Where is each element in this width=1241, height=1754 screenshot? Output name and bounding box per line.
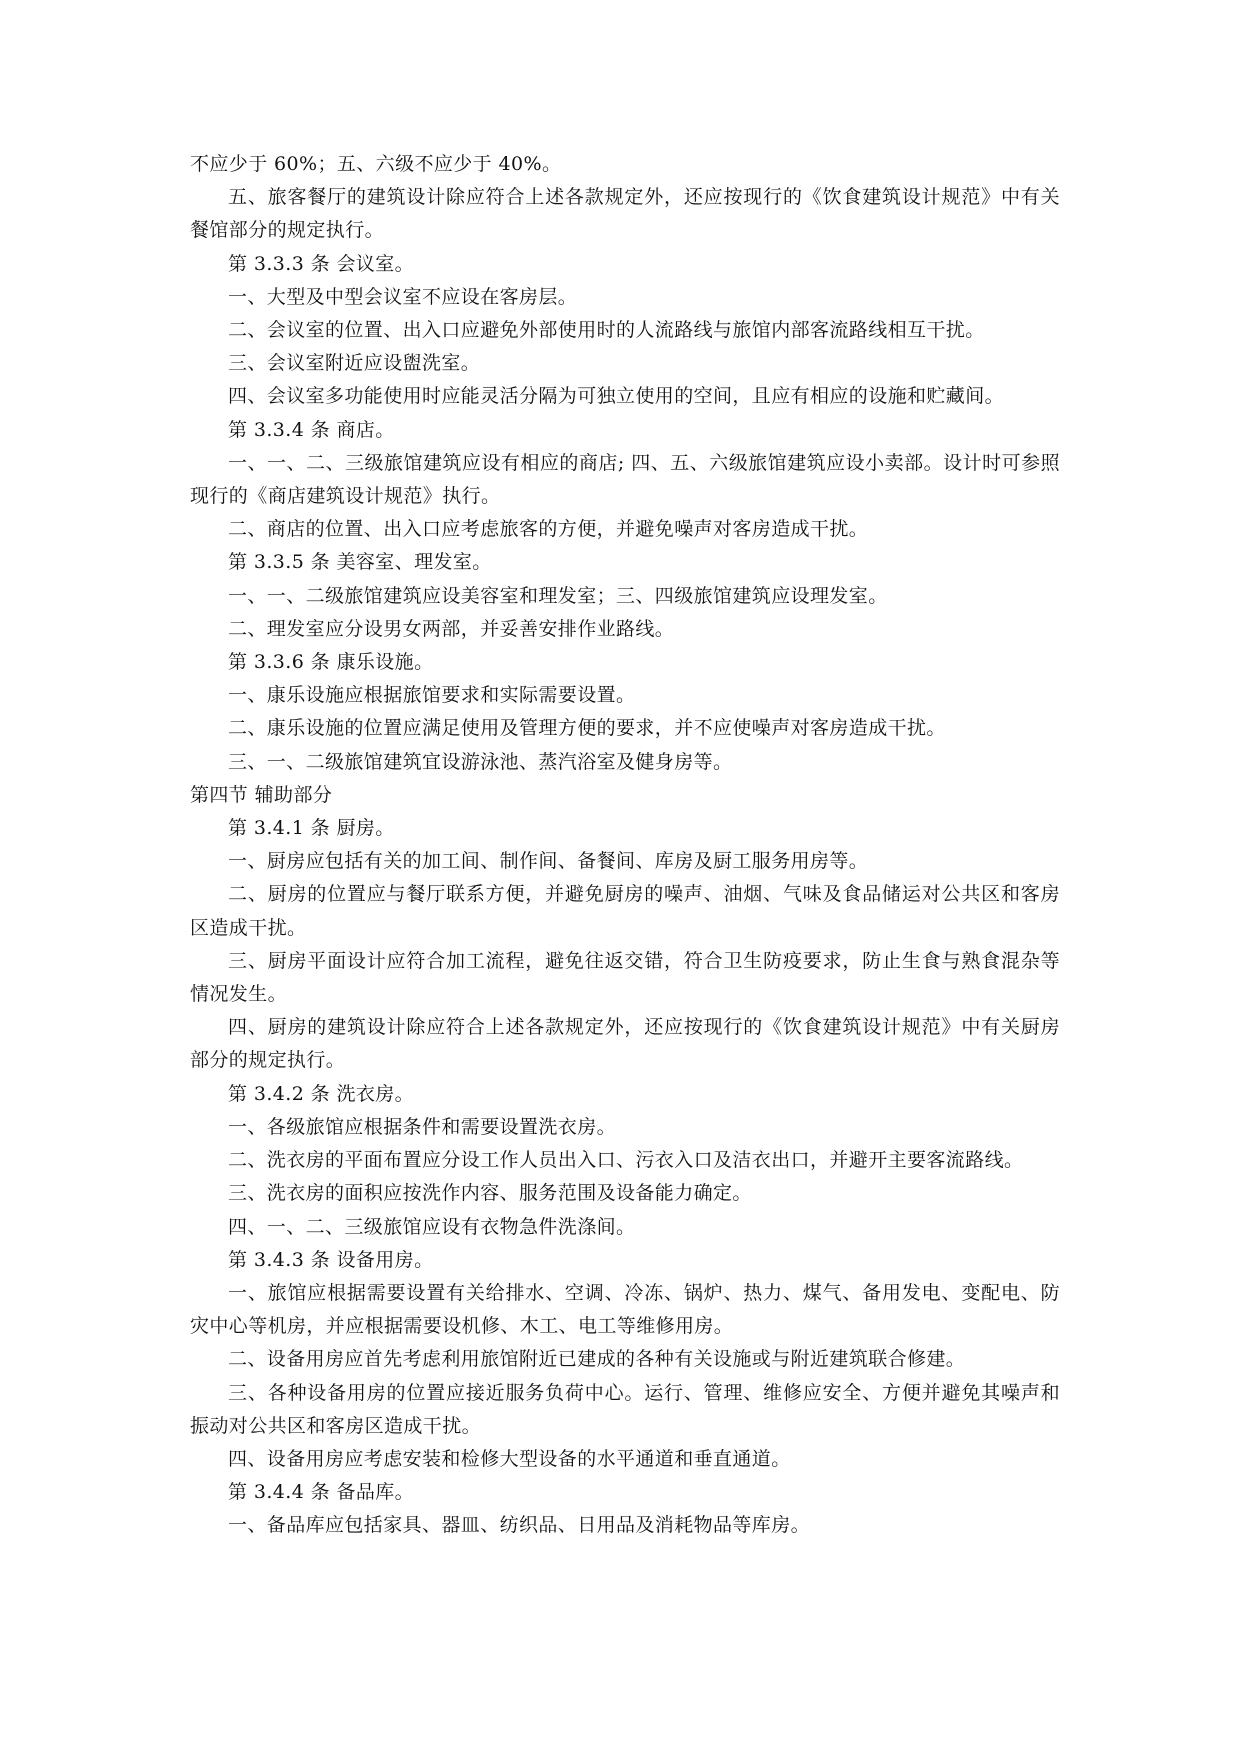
paragraph: 三、厨房平面设计应符合加工流程，避免往返交错，符合卫生防疫要求，防止生食与熟食混杂等情况发生。 [190, 949, 1060, 1006]
paragraph: 二、会议室的位置、出入口应避免外部使用时的人流路线与旅馆内部客流路线相互干扰。 [228, 319, 985, 342]
paragraph: 一、康乐设施应根据旅馆要求和实际需要设置。 [228, 684, 636, 707]
paragraph: 三、洗衣房的面积应按洗作内容、服务范围及设备能力确定。 [228, 1182, 752, 1205]
paragraph: 二、理发室应分设男女两部，并妥善安排作业路线。 [228, 617, 675, 640]
paragraph: 第 3.3.6 条 康乐设施。 [228, 651, 434, 674]
paragraph: 二、设备用房应首先考虑利用旅馆附近已建成的各种有关设施或与附近建筑联合修建。 [228, 1348, 966, 1371]
paragraph: 四、厨房的建筑设计除应符合上述各款规定外，还应按现行的《饮食建筑设计规范》中有关厨房部分的规定执行。 [190, 1016, 1060, 1072]
paragraph: 二、商店的位置、出入口应考虑旅客的方便，并避免噪声对客房造成干扰。 [228, 518, 869, 541]
paragraph: 一、各级旅馆应根据条件和需要设置洗衣房。 [228, 1115, 617, 1138]
paragraph: 二、厨房的位置应与餐厅联系方便，并避免厨房的噪声、油烟、气味及食品储运对公共区和客房区造成干扰。 [190, 883, 1060, 939]
paragraph: 第 3.3.5 条 美容室、理发室。 [228, 551, 492, 574]
paragraph: 第 3.4.1 条 厨房。 [228, 817, 395, 840]
paragraph: 三、一、二级旅馆建筑宜设游泳池、蒸汽浴室及健身房等。 [228, 750, 733, 773]
paragraph: 一、旅馆应根据需要设置有关给排水、空调、冷冻、锅炉、热力、煤气、备用发电、变配电、防灾中心等机房，并应根据需要设机修、木工、电工等维修用房。 [190, 1281, 1060, 1338]
paragraph-unindented: 不应少于 60%；五、六级不应少于 40%。 [190, 153, 562, 175]
paragraph: 一、一、二级旅馆建筑应设美容室和理发室；三、四级旅馆建筑应设理发室。 [228, 584, 888, 607]
paragraph: 四、一、二、三级旅馆应设有衣物急件洗涤间。 [228, 1215, 636, 1238]
paragraph: 二、康乐设施的位置应满足使用及管理方便的要求，并不应使噪声对客房造成干扰。 [228, 717, 946, 740]
paragraph: 四、会议室多功能使用时应能灵活分隔为可独立使用的空间，且应有相应的设施和贮藏间。 [228, 385, 1005, 408]
paragraph: 三、各种设备用房的位置应接近服务负荷中心。运行、管理、维修应安全、方便并避免其噪声和振动对公共区和客房区造成干扰。 [190, 1381, 1060, 1437]
paragraph: 一、一、二、三级旅馆建筑应设有相应的商店; 四、五、六级旅馆建筑应设小卖部。设计时可参照现行的《商店建筑设计规范》执行。 [190, 451, 1060, 508]
paragraph: 第 3.4.3 条 设备用房。 [228, 1248, 434, 1271]
paragraph: 第 3.4.2 条 洗衣房。 [228, 1082, 415, 1105]
paragraph: 一、厨房应包括有关的加工间、制作间、备餐间、库房及厨工服务用房等。 [228, 850, 869, 873]
document-body [190, 148, 1060, 1543]
paragraph: 一、备品库应包括家具、器皿、纺织品、日用品及消耗物品等库房。 [228, 1514, 811, 1537]
paragraph: 第 3.3.4 条 商店。 [228, 418, 395, 441]
paragraph: 第 3.3.3 条 会议室。 [228, 252, 415, 275]
paragraph: 四、设备用房应考虑安装和检修大型设备的水平通道和垂直通道。 [228, 1447, 791, 1470]
paragraph: 五、旅客餐厅的建筑设计除应符合上述各款规定外，还应按现行的《饮食建筑设计规范》中有关餐馆部分的规定执行。 [190, 186, 1060, 242]
paragraph: 二、洗衣房的平面布置应分设工作人员出入口、污衣入口及洁衣出口，并避开主要客流路线。 [228, 1149, 1024, 1172]
paragraph: 一、大型及中型会议室不应设在客房层。 [228, 285, 578, 308]
paragraph-unindented: 第四节 辅助部分 [190, 783, 333, 806]
paragraph: 第 3.4.4 条 备品库。 [228, 1481, 415, 1504]
paragraph: 三、会议室附近应设盥洗室。 [228, 352, 481, 375]
